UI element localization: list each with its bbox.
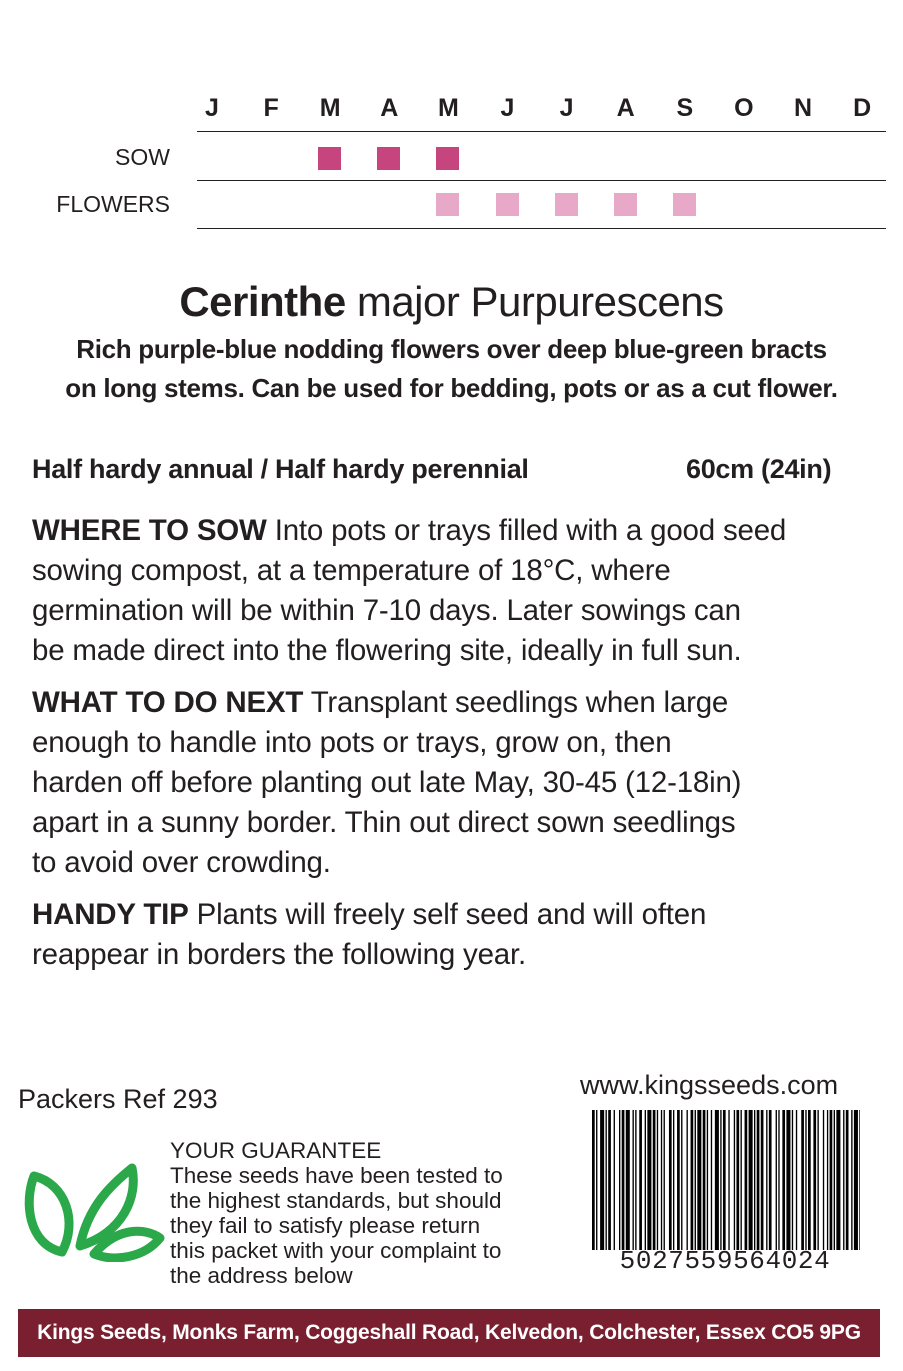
barcode-bar (805, 1110, 806, 1250)
barcode-bar (626, 1110, 630, 1250)
section-text: enough to handle into pots or trays, grow on, then (32, 726, 672, 759)
section-text: Transplant seedlings when large (303, 686, 729, 719)
barcode-bar (846, 1110, 849, 1250)
barcode-bar (792, 1110, 793, 1250)
barcode-bar (782, 1110, 785, 1250)
barcode-bar (749, 1110, 753, 1250)
barcode-bar (673, 1110, 674, 1250)
barcode-bar (734, 1110, 735, 1250)
sowing-calendar (0, 0, 903, 240)
barcode-bar (843, 1110, 844, 1250)
month-label: M (437, 94, 459, 122)
barcode-bar (813, 1110, 816, 1250)
section-text: Into pots or trays filled with a good seed (266, 514, 787, 547)
month-label: D (853, 94, 872, 122)
guarantee-line: this packet with your complaint to (170, 1238, 502, 1263)
barcode-bar (823, 1110, 824, 1250)
address-footer: Kings Seeds, Monks Farm, Coggeshall Road, Kelvedon, Colchester, Essex CO5 9PG (18, 1309, 880, 1357)
barcode-bar (635, 1110, 636, 1250)
section-text: sowing compost, at a temperature of 18°C, where (32, 554, 671, 587)
section-text: germination will be within 7-10 days. Later sowings can (32, 594, 741, 627)
barcode-bar (720, 1110, 721, 1250)
barcode-number: 5027559564024 (619, 1246, 831, 1276)
barcode-bar (691, 1110, 694, 1250)
barcode-bar (728, 1110, 729, 1250)
barcode-bar (776, 1110, 777, 1250)
section-heading: WHAT TO DO NEXT (32, 686, 304, 719)
guarantee-line: the address below (170, 1263, 353, 1288)
barcode-bar (657, 1110, 658, 1250)
barcode-bar (715, 1110, 719, 1250)
barcode-bar (801, 1110, 804, 1250)
barcode-bar (723, 1110, 726, 1250)
barcode-bar (830, 1110, 833, 1250)
barcode-bar (633, 1110, 634, 1250)
barcode-bar (703, 1110, 706, 1250)
barcode-bar (687, 1110, 688, 1250)
barcode-bar (707, 1110, 708, 1250)
barcode-bar (608, 1110, 611, 1250)
calendar-divider (197, 180, 886, 181)
flower-month-mark (555, 193, 578, 216)
description-line: Rich purple-blue nodding flowers over deep blue-green bracts (76, 334, 827, 364)
calendar-divider (197, 228, 886, 229)
month-label: J (559, 94, 574, 122)
barcode-bar (736, 1110, 739, 1250)
section-text: Plants will freely self seed and will often (188, 898, 707, 931)
barcode-bar (677, 1110, 680, 1250)
month-label: A (616, 94, 635, 122)
section-heading: HANDY TIP (32, 898, 189, 931)
barcode-bar (592, 1110, 595, 1250)
barcode-bar (600, 1110, 604, 1250)
barcode-bar (639, 1110, 642, 1250)
barcode-bar (695, 1110, 696, 1250)
barcode-bar (786, 1110, 790, 1250)
barcode-bar (761, 1110, 764, 1250)
plant-genus: Cerinthe (179, 278, 346, 325)
barcode (592, 1110, 860, 1250)
flower-month-mark (673, 193, 696, 216)
barcode-bar (817, 1110, 818, 1250)
month-label: O (734, 94, 754, 122)
barcode-bar (834, 1110, 835, 1250)
section-heading: WHERE TO SOW (32, 514, 267, 547)
barcode-bar (769, 1110, 772, 1250)
section-text: be made direct into the flowering site, ideally in full sun. (32, 634, 742, 667)
barcode-bar (778, 1110, 779, 1250)
guarantee-title: YOUR GUARANTEE (170, 1138, 382, 1163)
plant-height: 60cm (24in) (686, 454, 832, 484)
barcode-bar (745, 1110, 748, 1250)
what-to-do-next-section (32, 683, 882, 883)
barcode-bar (669, 1110, 672, 1250)
barcode-bar (766, 1110, 767, 1250)
barcode-bar (661, 1110, 662, 1250)
packers-reference: Packers Ref 293 (18, 1084, 218, 1114)
month-label: A (380, 94, 399, 122)
leaf-logo-icon (22, 1162, 166, 1262)
sow-month-mark (377, 147, 400, 170)
barcode-bar (808, 1110, 811, 1250)
description-line: on long stems. Can be used for bedding, pots or as a cut flower. (65, 373, 838, 403)
flower-month-mark (614, 193, 637, 216)
section-text: harden off before planting out late May, 30-45 (12-18in) (32, 766, 742, 799)
barcode-bar (796, 1110, 797, 1250)
barcode-bar (854, 1110, 858, 1250)
barcode-bar (653, 1110, 656, 1250)
barcode-bar (614, 1110, 615, 1250)
month-label: J (205, 94, 219, 122)
guarantee-text (170, 1163, 590, 1288)
where-to-sow-section (32, 511, 882, 671)
month-label: N (793, 94, 813, 122)
guarantee-line: These seeds have been tested to (170, 1163, 503, 1188)
barcode-bar (827, 1110, 828, 1250)
month-label: F (263, 94, 279, 122)
month-label: M (319, 94, 341, 122)
handy-tip-section (32, 895, 882, 975)
sow-month-mark (436, 147, 459, 170)
barcode-bar (606, 1110, 607, 1250)
section-text: reappear in borders the following year. (32, 938, 527, 971)
barcode-bar (664, 1110, 665, 1250)
section-text: apart in a sunny border. Thin out direct sown seedlings (32, 806, 736, 839)
barcode-bar (645, 1110, 646, 1250)
month-label: J (500, 94, 515, 122)
barcode-bar (859, 1110, 860, 1250)
barcode-bar (851, 1110, 852, 1250)
hardiness: Half hardy annual / Half hardy perennial (32, 454, 529, 484)
barcode-bar (681, 1110, 682, 1250)
flower-month-mark (436, 193, 459, 216)
barcode-bar (647, 1110, 651, 1250)
barcode-bar (622, 1110, 625, 1250)
guarantee-line: the highest standards, but should (170, 1188, 502, 1213)
sow-row-label: SOW (115, 144, 170, 170)
barcode-bar (754, 1110, 755, 1250)
barcode-bar (741, 1110, 742, 1250)
barcode-bar (619, 1110, 620, 1250)
barcode-bar (596, 1110, 597, 1250)
flower-month-mark (496, 193, 519, 216)
plant-title (0, 278, 903, 326)
barcode-bar (836, 1110, 840, 1250)
month-label: S (676, 94, 694, 122)
plant-description (0, 330, 903, 408)
website-link[interactable]: www.kingsseeds.com (580, 1070, 839, 1100)
sow-month-mark (318, 147, 341, 170)
barcode-bar (711, 1110, 712, 1250)
plant-species: major Purpurescens (345, 278, 724, 325)
barcode-bar (697, 1110, 701, 1250)
flowers-row-label: FLOWERS (56, 191, 170, 217)
guarantee-line: they fail to satisfy please return (170, 1213, 481, 1238)
section-text: to avoid over crowding. (32, 846, 331, 879)
calendar-divider (197, 131, 886, 132)
barcode-bar (757, 1110, 760, 1250)
